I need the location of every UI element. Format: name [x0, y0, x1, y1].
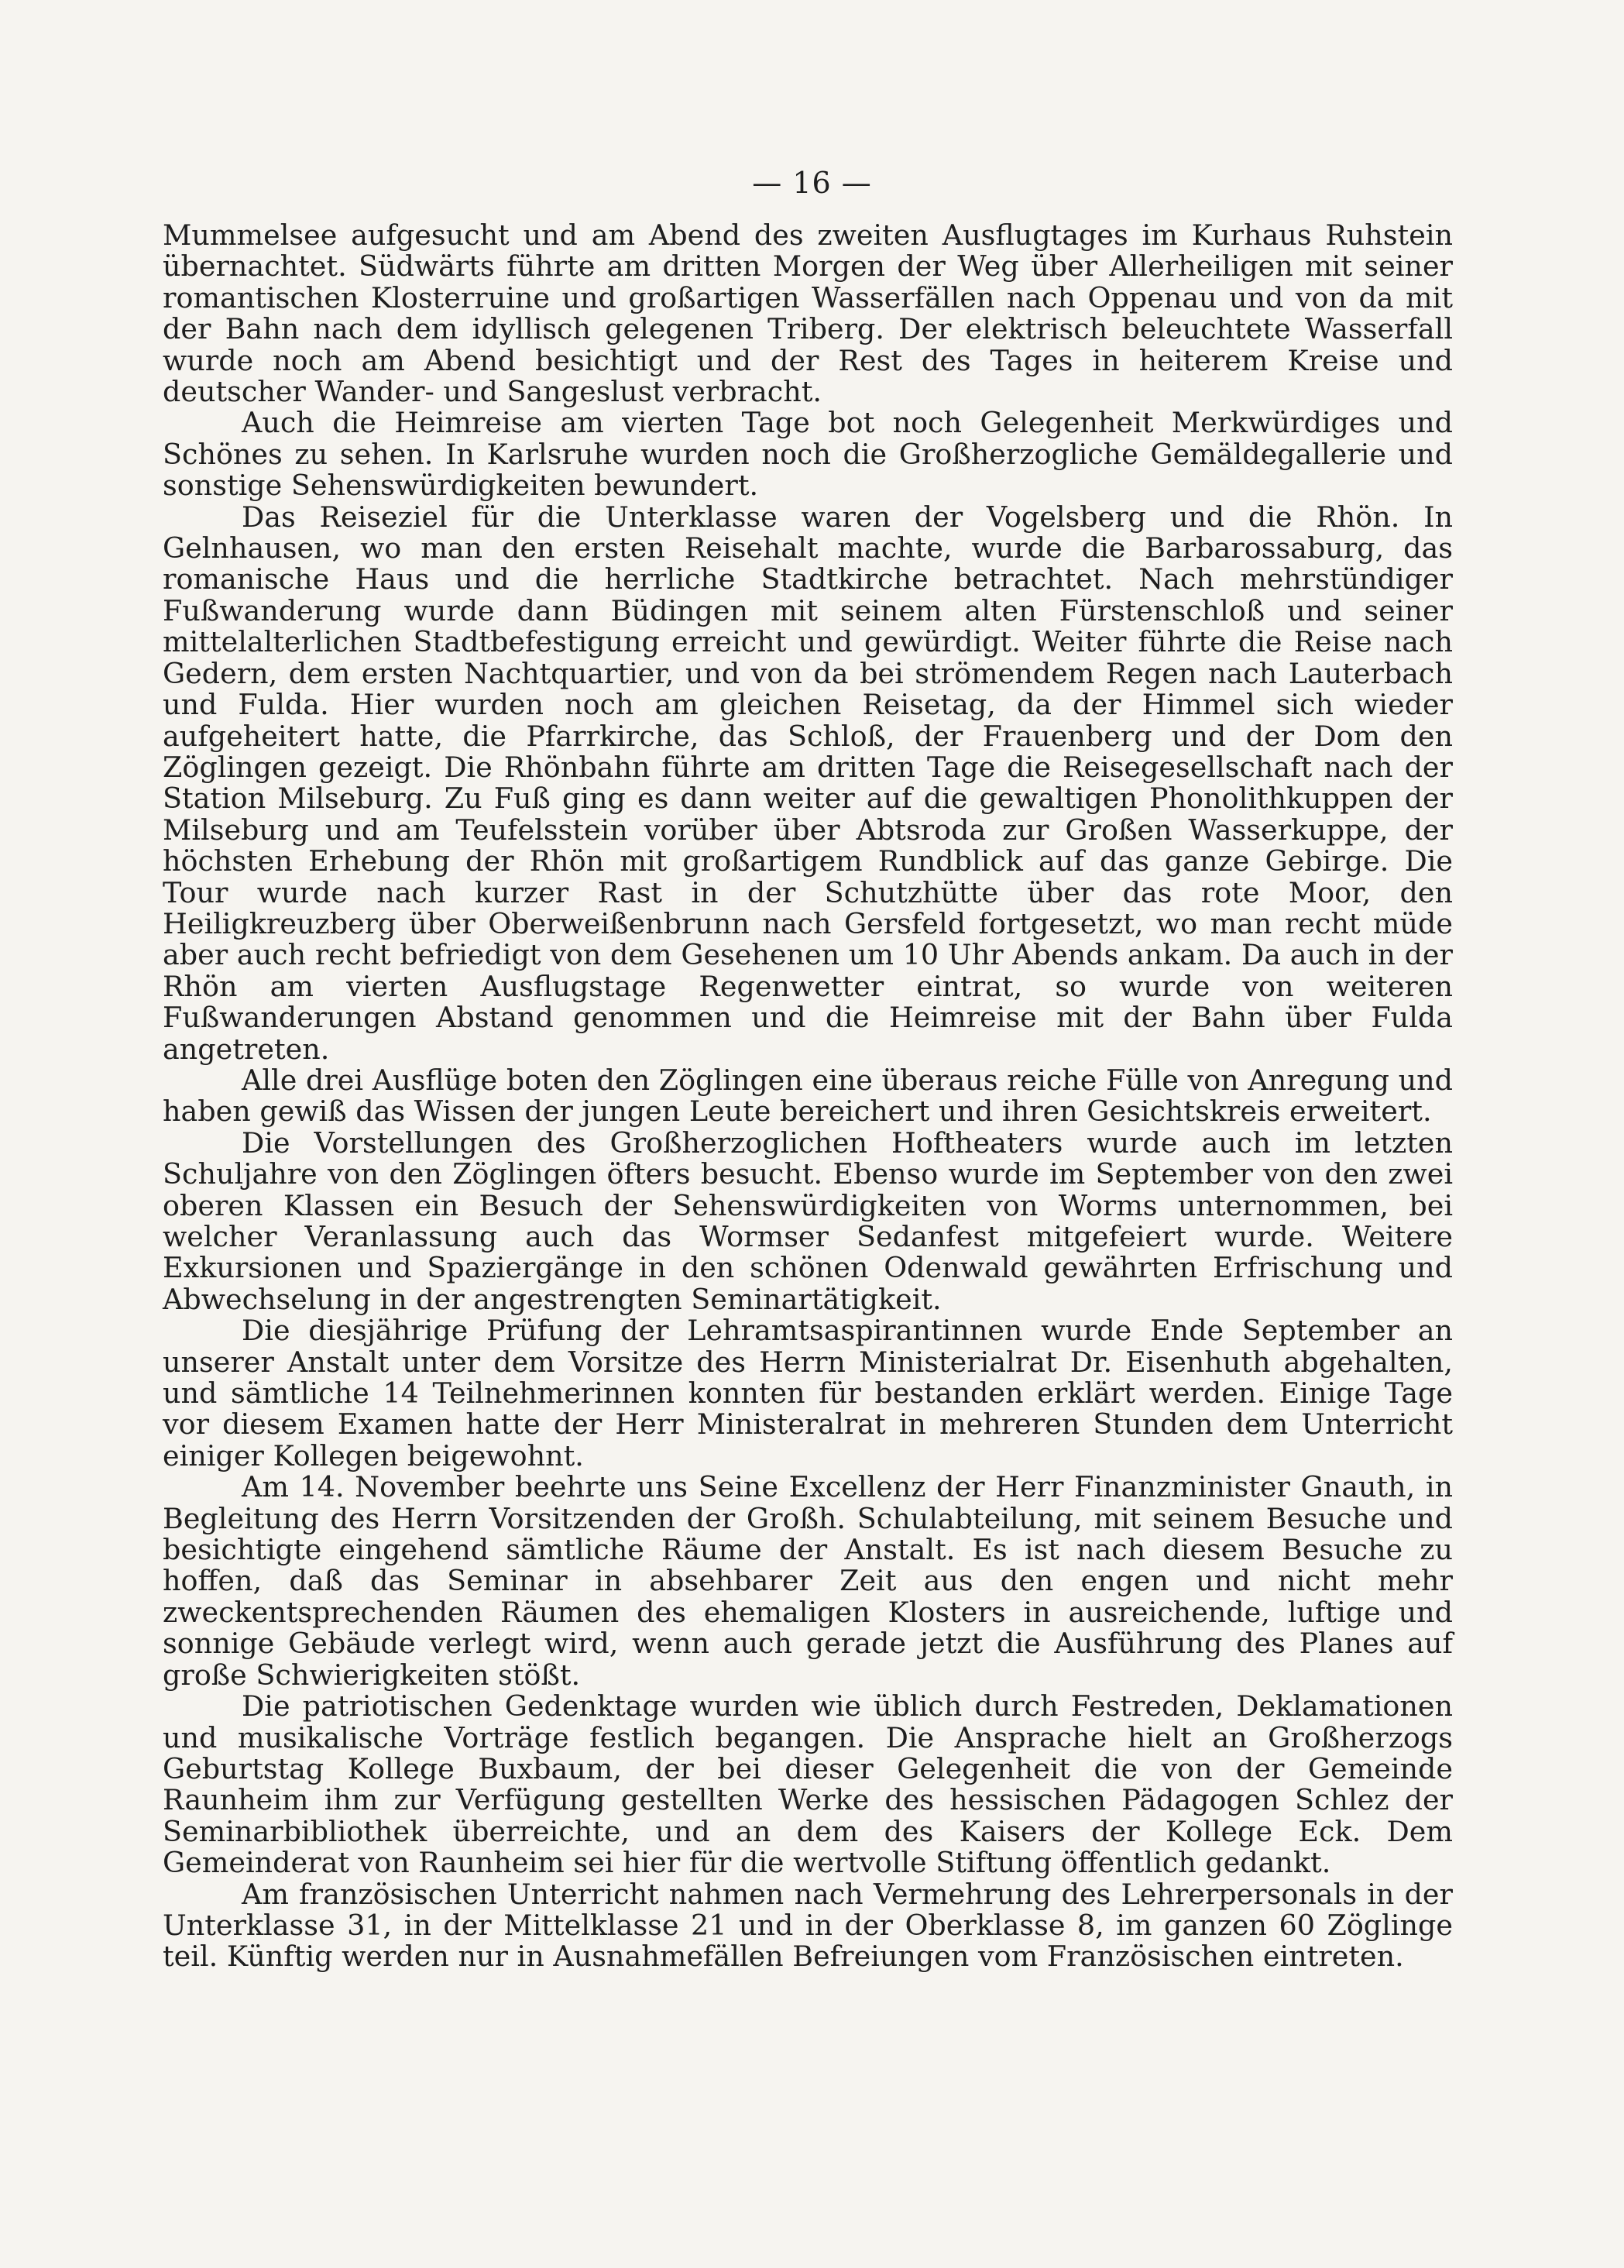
paragraph: Mummelsee aufgesucht und am Abend des zweiten Ausflugtages im Kurhaus Ruhstein übernachtet. Südwärts führte am dritten Morgen der Weg über Allerheiligen mit seiner romantischen Klosterruine und großartigen Wasserfällen nach Oppenau und von da mit der Bahn nach dem idyllisch gelegenen Triberg. Der elektrisch beleuchtete Wasserfall wurde noch am Abend besichtigt und der Rest des Tages in heiterem Kreise und deutscher Wander- und Sangeslust verbracht. — [163, 218, 1453, 409]
page-number: — 16 — — [752, 166, 872, 200]
paragraph: Die diesjährige Prüfung der Lehramtsaspirantinnen wurde Ende September an unserer Anstalt unter dem Vorsitze des Herrn Ministerialrat Dr. Eisenhuth abgehalten, und sämtliche 14 Teilnehmerinnen konnten für bestanden erklärt werden. Einige Tage vor diesem Examen hatte der Herr Ministeralrat in mehreren Stunden dem Unterricht einiger Kollegen beigewohnt. — [163, 1314, 1453, 1472]
paragraph: Auch die Heimreise am vierten Tage bot noch Gelegenheit Merkwürdiges und Schönes zu sehen. In Karlsruhe wurden noch die Großherzogliche Gemäldegallerie und sonstige Sehenswürdigkeiten bewundert. — [163, 406, 1453, 503]
document-body — [163, 220, 1453, 1973]
paragraph: Die Vorstellungen des Großherzoglichen Hoftheaters wurde auch im letzten Schuljahre von den Zöglingen öfters besucht. Ebenso wurde im September von den zwei oberen Klassen ein Besuch der Sehenswürdigkeiten von Worms unternommen, bei welcher Veranlassung auch das Wormser Sedanfest mitgefeiert wurde. Weitere Exkursionen und Spaziergänge in den schönen Odenwald gewährten Erfrischung und Abwechselung in der angestrengten Seminartätigkeit. — [163, 1125, 1453, 1316]
paragraph: Das Reiseziel für die Unterklasse waren der Vogelsberg und die Rhön. In Gelnhausen, wo man den ersten Reisehalt machte, wurde die Barbarossaburg, das romanische Haus und die herrliche Stadtkirche betrachtet. Nach mehrstündiger Fußwanderung wurde dann Büdingen mit seinem alten Fürstenschloß und seiner mittelalterlichen Stadtbefestigung erreicht und gewürdigt. Weiter führte die Reise nach Gedern, dem ersten Nachtquartier, und von da bei strömendem Regen nach Lauterbach und Fulda. Hier wurden noch am gleichen Reisetag, da der Himmel sich wieder aufgeheitert hatte, die Pfarrkirche, das Schloß, der Frauenberg und der Dom den Zöglingen gezeigt. Die Rhönbahn führte am dritten Tage die Reisegesellschaft nach der Station Milseburg. Zu Fuß ging es dann weiter auf die gewaltigen Phonolithkuppen der Milseburg und am Teufelsstein vorüber über Abtsroda zur Großen Wasserkuppe, der höchsten Erhebung der Rhön mit großartigem Rundblick auf das ganze Gebirge. Die Tour wurde nach kurzer Rast in der Schutzhütte über das rote Moor, den Heiligkreuzberg über Oberweißenbrunn nach Gersfeld fortgesetzt, wo man recht müde aber auch recht befriedigt von dem Gesehenen um 10 Uhr Abends ankam. Da auch in der Rhön am vierten Ausflugstage Regenwetter eintrat, so wurde von weiteren Fußwanderungen Abstand genommen und die Heimreise mit der Bahn über Fulda angetreten. — [163, 500, 1453, 1066]
paragraph: Am 14. November beehrte uns Seine Excellenz der Herr Finanzminister Gnauth, in Begleitung des Herrn Vorsitzenden der Großh. Schulabteilung, mit seinem Besuche und besichtigte eingehend sämtliche Räume der Anstalt. Es ist nach diesem Besuche zu hoffen, daß das Seminar in absehbarer Zeit aus den engen und nicht mehr zweckentsprechenden Räumen des ehemaligen Klosters in ausreichende, luftige und sonnige Gebäude verlegt wird, wenn auch gerade jetzt die Ausführung des Planes auf große Schwierigkeiten stößt. — [163, 1470, 1453, 1692]
paragraph: Alle drei Ausflüge boten den Zöglingen eine überaus reiche Fülle von Anregung und haben gewiß das Wissen der jungen Leute bereichert und ihren Gesichtskreis erweitert. — [163, 1063, 1453, 1129]
paragraph: Die patriotischen Gedenktage wurden wie üblich durch Festreden, Deklamationen und musikalische Vorträge festlich begangen. Die Ansprache hielt an Großherzogs Geburtstag Kollege Buxbaum, der bei dieser Gelegenheit die von der Gemeinde Raunheim ihm zur Verfügung gestellten Werke des hessischen Pädagogen Schlez der Seminarbibliothek überreichte, und an dem des Kaisers der Kollege Eck. Dem Gemeinderat von Raunheim sei hier für die wertvolle Stiftung öffentlich gedankt. — [163, 1689, 1453, 1880]
paragraph: Am französischen Unterricht nahmen nach Vermehrung des Lehrerpersonals in der Unterklasse 31, in der Mittelklasse 21 und in der Oberklasse 8, im ganzen 60 Zöglinge teil. Künftig werden nur in Ausnahmefällen Befreiungen vom Französischen eintreten. — [163, 1877, 1453, 1974]
